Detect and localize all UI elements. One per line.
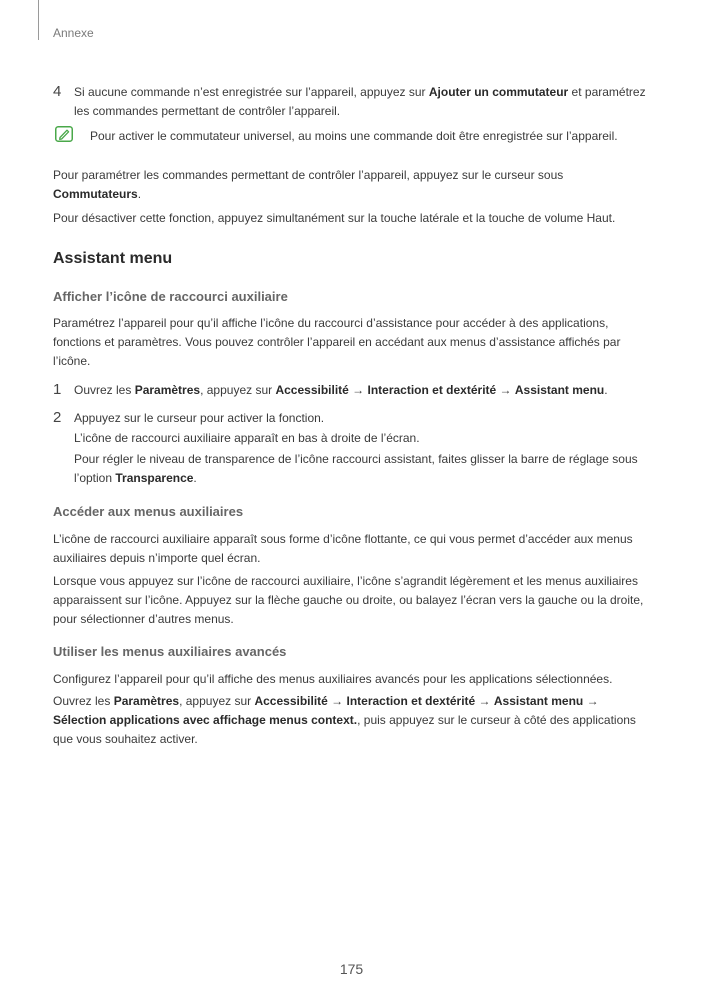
step-4 (53, 83, 651, 121)
note-pencil-icon (55, 126, 73, 142)
step-number: 1 (53, 381, 62, 398)
step-number: 4 (53, 83, 62, 100)
paragraph-access-2: Lorsque vous appuyez sur l’icône de raccourci auxiliaire, l’icône s’agrandit légèrement et les menus auxiliaires apparaissent sur l’icône. Appuyez sur la flèche gauche ou droite, ou balayez l’écran vers la gauche ou la droite, pour sélectionner d’autres menus. (53, 574, 644, 626)
section-title: Assistant menu (53, 250, 173, 267)
step-text: Ouvrez les Paramètres, appuyez sur Accessibilité → Interaction et dextérité → Assistant menu. (74, 383, 608, 397)
paragraph-shortcut-intro: Paramétrez l’appareil pour qu’il affiche l’icône du raccourci d’assistance pour accéder à des applications, fonctions et paramètres. Vous pouvez contrôler l’appareil en accédant aux menus d’assistance affichés par l’icône. (53, 316, 621, 368)
paragraph-commands: Pour paramétrer les commandes permettant de contrôler l’appareil, appuyez sur le curseur sous Commutateurs. (53, 168, 564, 201)
step-text: Si aucune commande n’est enregistrée sur l’appareil, appuyez sur Ajouter un commutateur et paramétrez les commandes permettant de contrôler l’appareil. (74, 85, 646, 118)
header-rule (38, 0, 39, 40)
paragraph-disable: Pour désactiver cette fonction, appuyez simultanément sur la touche latérale et la touche de volume Haut. (53, 211, 616, 225)
step-text: Appuyez sur le curseur pour activer la fonction. (74, 411, 325, 425)
header-title: Annexe (53, 26, 94, 40)
note-text: Pour activer le commutateur universel, au moins une commande doit être enregistrée sur l’appareil. (90, 129, 618, 143)
paragraph-advanced-1: Configurez l’appareil pour qu’il affiche des menus auxiliaires avancés pour les applications sélectionnées. (53, 672, 613, 686)
step-1 (53, 381, 651, 400)
paragraph-access-1: L’icône de raccourci auxiliaire apparaît sous forme d’icône flottante, ce qui vous permet d’accéder aux menus auxiliaires depuis n’importe quel écran. (53, 532, 633, 565)
step-detail-transparency: Pour régler le niveau de transparence de l’icône raccourci assistant, faites glisser la barre de réglage sous l’option Transparence. (74, 452, 638, 485)
subsection-title-access: Accéder aux menus auxiliaires (53, 504, 244, 519)
step-2 (53, 409, 651, 488)
step-number: 2 (53, 409, 62, 426)
page-number: 175 (339, 961, 364, 977)
subsection-title-shortcut: Afficher l’icône de raccourci auxiliaire (53, 289, 288, 304)
paragraph-advanced-2: Ouvrez les Paramètres, appuyez sur Accessibilité → Interaction et dextérité → Assistant menu → Sélection applications avec affichage menus context., puis appuyez sur le curseur à côté des applications que vous souhaitez activer. (53, 694, 636, 746)
step-detail: L’icône de raccourci auxiliaire apparaît en bas à droite de l’écran. (74, 431, 420, 445)
subsection-title-advanced: Utiliser les menus auxiliaires avancés (53, 644, 287, 659)
